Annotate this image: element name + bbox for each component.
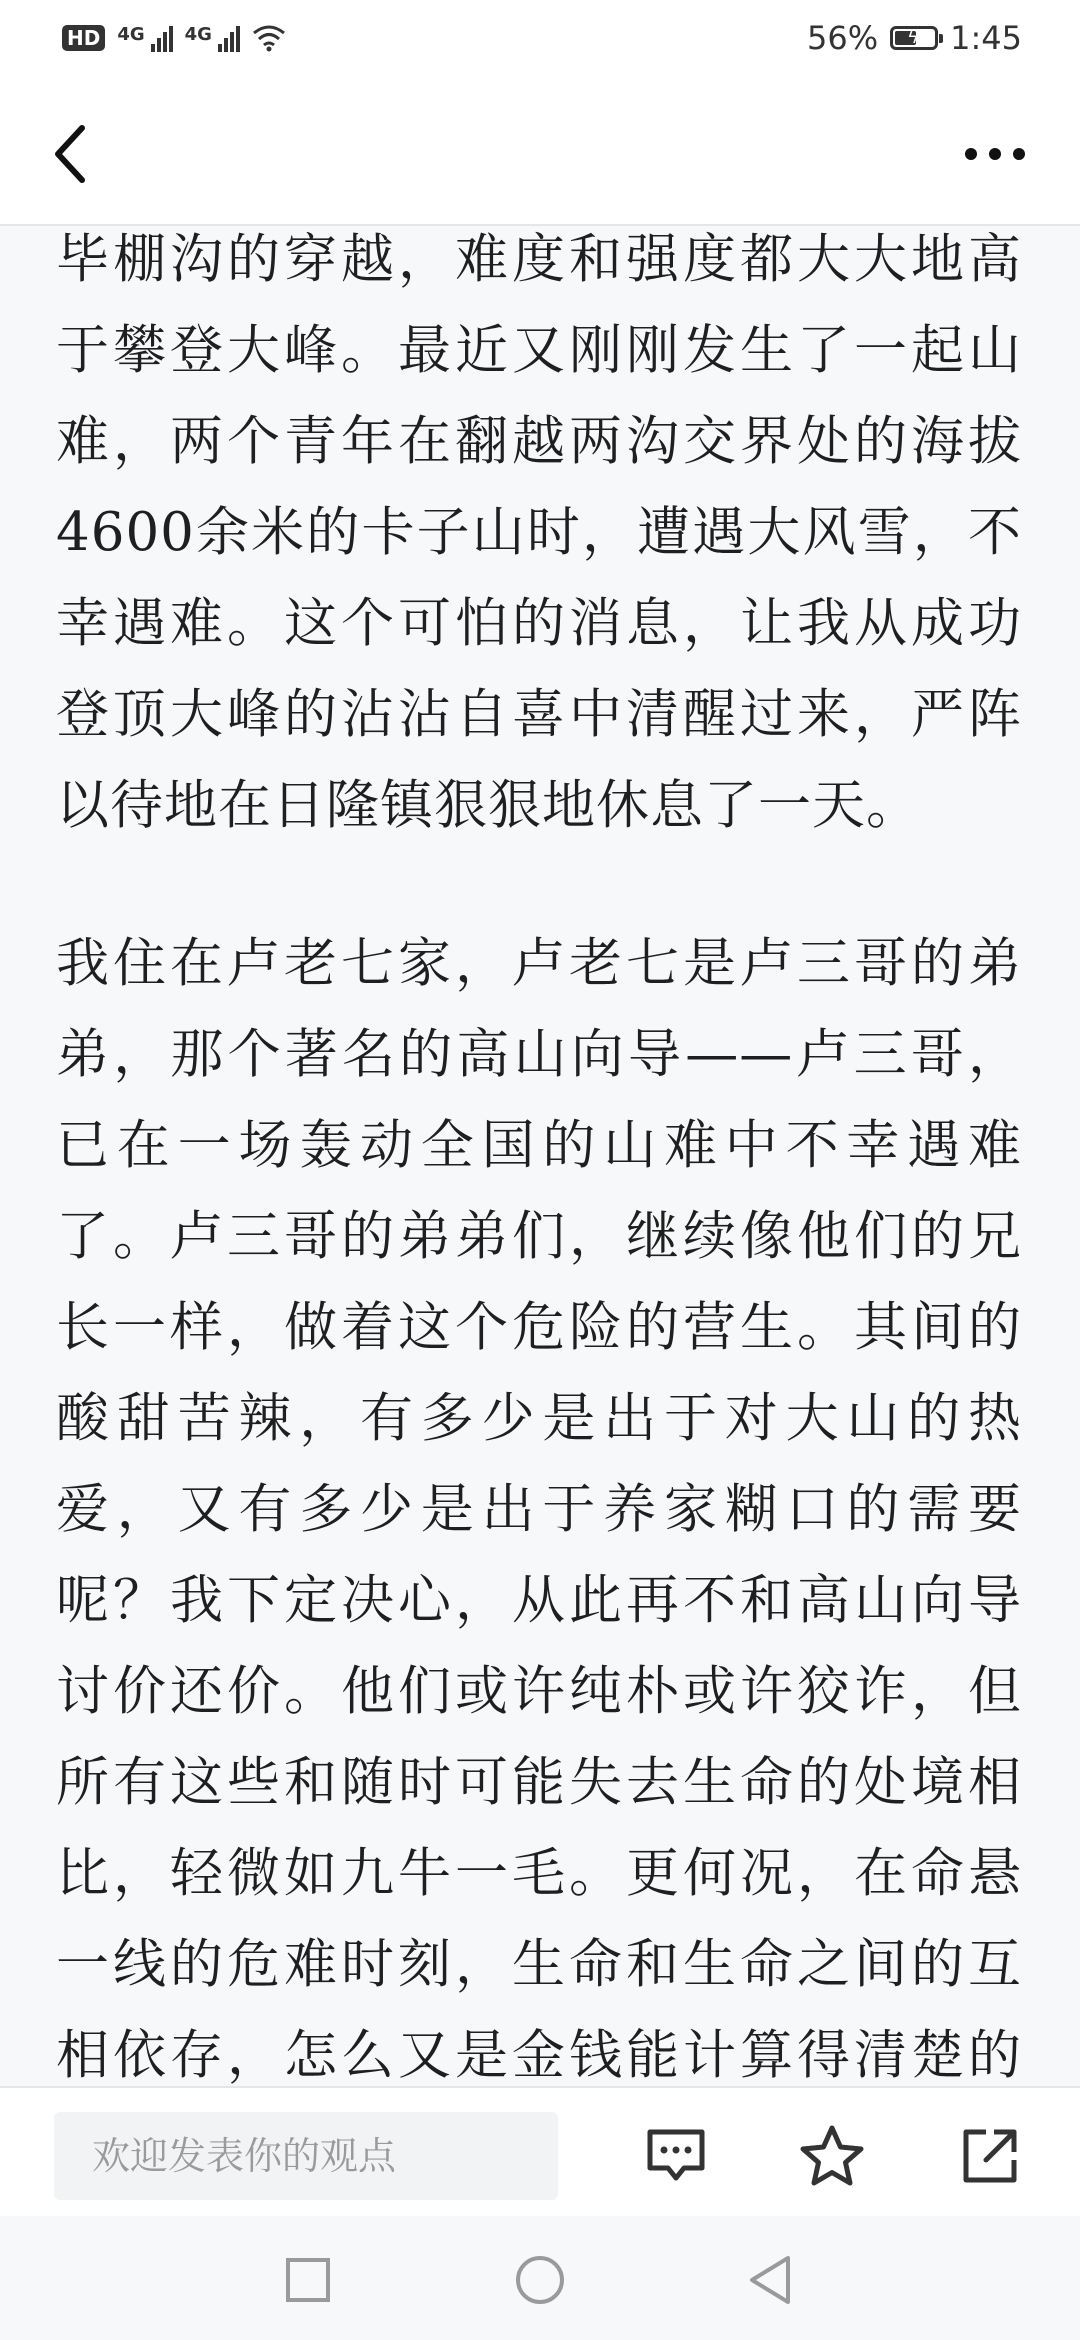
recent-apps-button[interactable] (278, 2250, 338, 2310)
status-time: 1:45 (950, 19, 1022, 57)
hd-badge: HD (62, 25, 105, 51)
recent-apps-icon (284, 2256, 332, 2304)
wifi-icon (252, 24, 286, 52)
comment-button[interactable] (636, 2116, 716, 2196)
share-icon (960, 2126, 1020, 2186)
network-type-2: 4G (184, 24, 212, 45)
star-icon (799, 2124, 865, 2188)
home-icon (514, 2254, 566, 2306)
article-paragraph: 我住在卢老七家，卢老七是卢三哥的弟弟，那个著名的高山向导——卢三哥，已在一场轰动全国的山难中不幸遇难了。卢三哥的弟弟们，继续像他们的兄长一样，做着这个危险的营生。其间的酸甜苦辣，有多少是出于对大山的热爱，又有多少是出于养家糊口的需要呢？我下定决心，从此再不和高山向导讨价还价。他们或许纯朴或许狡诈，但所有这些和随时可能失去生命的处境相比，轻微如九牛一毛。更何况，在命悬一线的危难时刻，生命和生命之间的互相依存，怎么又是金钱能计算得清楚的 (56, 933, 1022, 2086)
system-nav-bar (0, 2216, 1080, 2340)
system-back-button[interactable] (740, 2250, 800, 2310)
charging-icon: ϟ (907, 27, 920, 48)
article-body (0, 226, 1080, 2086)
article-paragraph: 毕棚沟的穿越，难度和强度都大大地高于攀登大峰。最近又刚刚发生了一起山难，两个青年在翻越两沟交界处的海拔4600余米的卡子山时，遭遇大风雪，不幸遇难。这个可怕的消息，让我从成功登顶大峰的沾沾自喜中清醒过来，严阵以待地在日隆镇狠狠地休息了一天。 (56, 229, 1022, 836)
chevron-left-icon (50, 122, 90, 186)
favorite-button[interactable] (792, 2116, 872, 2196)
battery-percent: 56% (807, 19, 879, 57)
status-left (62, 24, 286, 52)
back-button[interactable] (50, 114, 120, 194)
action-bar (0, 2086, 1080, 2216)
status-bar (0, 0, 1080, 76)
more-dots-icon (965, 148, 1025, 160)
comment-icon (644, 2126, 708, 2186)
back-triangle-icon (746, 2254, 794, 2306)
signal-icon (151, 24, 173, 52)
more-button[interactable] (950, 124, 1040, 184)
home-button[interactable] (510, 2250, 570, 2310)
share-button[interactable] (950, 2116, 1030, 2196)
signal-icon (218, 24, 240, 52)
battery-icon (890, 26, 938, 50)
network-type-1: 4G (117, 24, 145, 45)
top-nav (0, 76, 1080, 226)
comment-input[interactable] (54, 2112, 558, 2200)
status-right (807, 19, 1022, 57)
